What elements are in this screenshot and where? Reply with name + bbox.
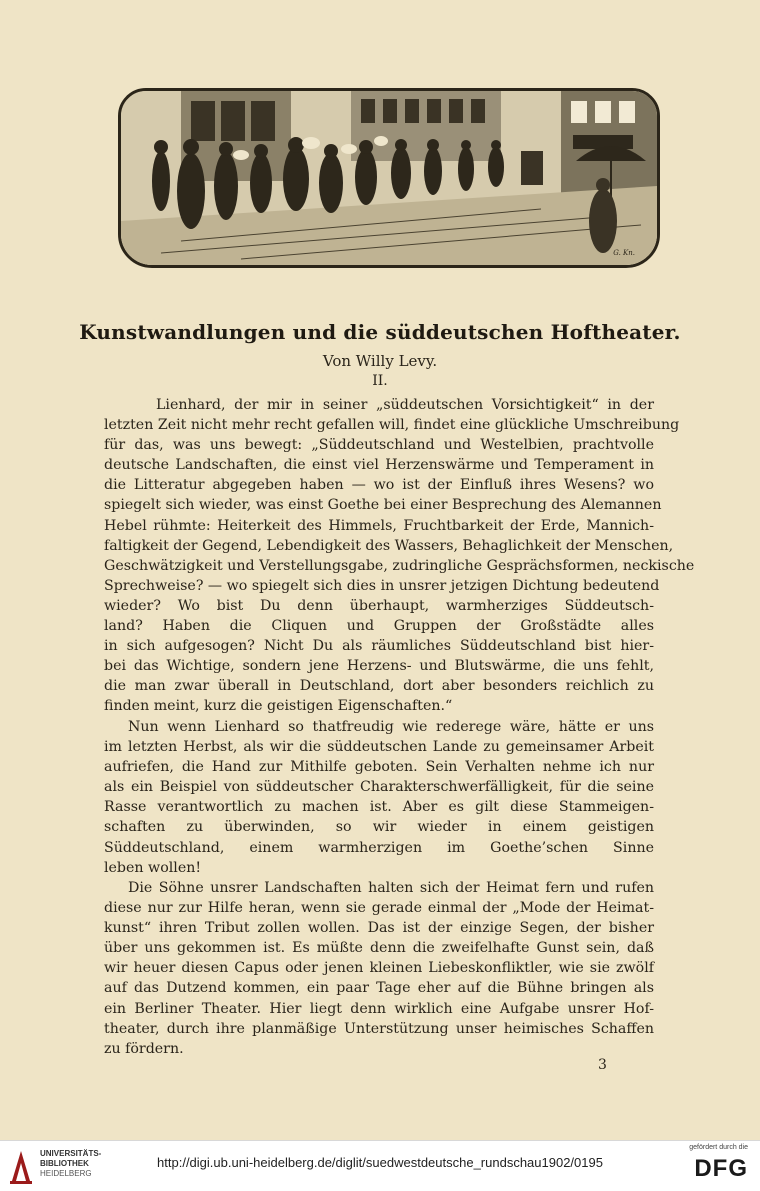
street-scene-illustration (118, 88, 660, 268)
text-line: kunst“ ihren Tribut zollen wollen. Das ist der einzige Segen, der bisher (104, 920, 654, 937)
digitization-footer (0, 1140, 760, 1191)
article-title: Kunstwandlungen und die süddeutschen Hoftheater. (79, 320, 681, 344)
text-line: land? Haben die Cliquen und Gruppen der Großstädte alles (104, 618, 654, 635)
text-line: faltigkeit der Gegend, Lebendigkeit des Wassers, Behaglichkeit der Menschen, (104, 537, 674, 554)
text-line: leben wollen! (104, 859, 202, 876)
paragraph-3 (104, 878, 654, 1059)
text-line: in sich aufgesogen? Nicht Du als räumliches Süddeutschland bist hier- (104, 638, 654, 655)
text-line: Lienhard, der mir in seiner „süddeutschen Vorsichtigkeit“ in der (156, 397, 654, 413)
source-url-link[interactable]: http://digi.ub.uni-heidelberg.de/diglit/suedwestdeutsche_rundschau1902/0195 (157, 1155, 603, 1170)
paragraph-2 (104, 717, 654, 878)
text-line: als ein Beispiel von süddeutscher Charakterschwerfälligkeit, für die seine (104, 779, 654, 796)
text-line: die man zwar überall in Deutschland, dort aber besonders reichlich zu (104, 678, 654, 695)
text-line: ein Berliner Theater. Hier liegt denn wirklich eine Aufgabe unsrer Hof- (104, 1000, 654, 1017)
text-line: Geschwätzigkeit und Verstellungsgabe, zudringliche Gesprächsformen, neckische (104, 557, 695, 574)
text-line: wir heuer diesen Capus oder jenen kleinen Liebeskonfliktler, wie sie zwölf (104, 960, 654, 977)
artist-signature: G. Kn. (613, 249, 635, 257)
text-line: zu fördern. (104, 1040, 184, 1057)
text-line: die Litteratur abgegeben haben — wo ist der Einfluß ihres Wesens? wo (104, 477, 654, 494)
library-name: UNIVERSITÄTS- BIBLIOTHEK HEIDELBERG (40, 1149, 102, 1178)
text-line: im letzten Herbst, als wir die süddeutschen Lande zu gemeinsamer Arbeit (104, 739, 654, 756)
text-line: auf das Dutzend kommen, ein paar Tage eher auf die Bühne bringen als (104, 980, 654, 997)
dfg-logo: DFG (694, 1155, 748, 1182)
text-line: über uns gekommen ist. Es müßte denn die zweifelhafte Gunst sein, daß (104, 940, 654, 957)
text-line: letzten Zeit nicht mehr recht gefallen will, findet eine glückliche Umschreibung (104, 417, 680, 434)
article-byline: Von Willy Levy. (322, 352, 438, 370)
text-line: schaften zu überwinden, so wir wieder in einem geistigen (104, 819, 654, 836)
text-line: Süddeutschland, einem warmherzigen im Goethe’schen Sinne (104, 839, 654, 856)
text-line: Rasse verantwortlich zu machen ist. Aber es gilt diese Stammeigen- (104, 799, 654, 816)
text-line: für das, was uns bewegt: „Süddeutschland und Westelbien, prachtvolle (104, 437, 654, 454)
text-line: bei das Wichtige, sondern jene Herzens- und Blutswärme, die uns fehlt, (104, 658, 654, 675)
text-line: spiegelt sich wieder, was einst Goethe bei einer Besprechung des Alemannen (104, 497, 662, 514)
text-line: aufriefen, die Hand zur Mithilfe geboten. Sein Verhalten nehme ich nur (104, 759, 654, 776)
text-line: finden meint, kurz die geistigen Eigenschaften.“ (104, 698, 453, 715)
text-line: deutsche Landschaften, die einst viel Herzenswärme und Temperament in (104, 457, 654, 474)
paragraph-1 (104, 395, 695, 717)
text-line: theater, durch ihre planmäßige Unterstützung unser heimisches Schaffen (104, 1020, 654, 1037)
text-line: diese nur zur Hilfe heran, wenn sie gerade einmal der „Mode der Heimat- (104, 900, 654, 917)
text-line: Sprechweise? — wo spiegelt sich dies in unsrer jetzigen Dichtung bedeutend (104, 577, 660, 594)
text-line: Die Söhne unsrer Landschaften halten sich der Heimat fern und rufen (128, 880, 654, 896)
funding-label: gefördert durch die (689, 1144, 748, 1151)
text-line: wieder? Wo bist Du denn überhaupt, warmherziges Süddeutsch- (104, 597, 654, 614)
section-number: II. (372, 373, 388, 389)
text-line: Hebel rühmte: Heiterkeit des Himmels, Fruchtbarkeit der Erde, Mannich- (104, 517, 654, 534)
illustration-drawing (121, 91, 657, 265)
page-number: 3 (598, 1057, 607, 1073)
text-line: Nun wenn Lienhard so thatfreudig wie rederege wäre, hätte er uns (128, 719, 654, 735)
